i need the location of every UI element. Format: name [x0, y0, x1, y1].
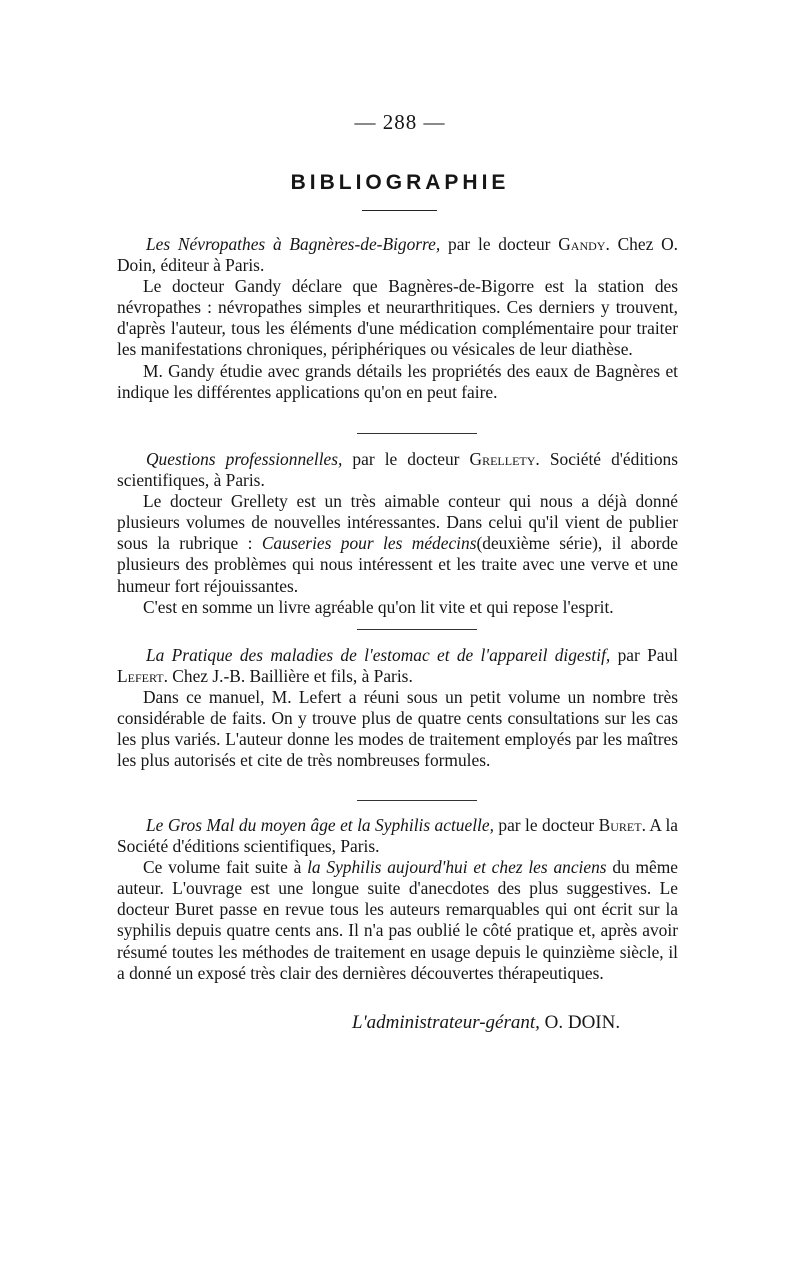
bibliography-entry-2	[117, 449, 678, 618]
entry-heading	[117, 234, 678, 276]
author-name: Buret	[598, 815, 642, 835]
book-title: La Pratique des maladies de l'estomac et de l'appareil digestif,	[146, 645, 611, 665]
section-divider	[357, 629, 477, 630]
author-name: Gandy	[558, 234, 606, 254]
paragraph-text: (deuxième série), il aborde plusieurs des problèmes qui nous intéressent et les traite avec une verve et une humeur fort réjouissantes.	[117, 533, 678, 596]
publisher: . Chez J.-B. Baillière et fils, à Paris.	[163, 666, 413, 687]
book-title: Le Gros Mal du moyen âge et la Syphilis actuelle,	[146, 815, 494, 835]
entry-heading	[117, 645, 678, 687]
entry-paragraph	[117, 857, 678, 984]
entry-paragraph: M. Gandy étudie avec grands détails les propriétés des eaux de Bagnères et indique les différentes applications qu'on en peut faire.	[117, 360, 678, 402]
entry-paragraph: Dans ce manuel, M. Lefert a réuni sous un petit volume un nombre très considérable de faits. On y trouve plus de quatre cents consultations sur les cas les plus variés. L'auteur donne les modes de traitement employés par les maîtres les plus autorisés et cite de très nombreuses formules.	[117, 687, 678, 771]
paragraph-text: Ce volume fait suite à	[143, 857, 308, 878]
publisher: . Société d'éditions scientifiques, à Paris.	[117, 449, 678, 491]
author-name: Grellety	[469, 449, 536, 469]
page-title: BIBLIOGRAPHIE	[290, 171, 510, 194]
author-prefix: par le docteur	[493, 815, 599, 835]
section-divider	[357, 433, 477, 434]
entry-heading	[117, 449, 678, 491]
bibliography-entry-3	[117, 645, 678, 772]
author-prefix: par le docteur	[440, 234, 559, 254]
entry-heading	[117, 815, 678, 857]
book-title: Les Névropathes à Bagnères-de-Bigorre,	[146, 234, 441, 254]
signature	[352, 1012, 682, 1034]
bibliography-entry-1	[117, 234, 678, 403]
bibliography-entry-4	[117, 815, 678, 984]
cited-title: la Syphilis aujourd'hui et chez les anciens	[307, 857, 607, 878]
entry-paragraph: Le docteur Gandy déclare que Bagnères-de-Bigorre est la station des névropathes : névropathes simples et neurarthritiques. Ces derniers y trouvent, d'après l'auteur, tous les éléments d'une médication complémentaire pour traiter les manifestations chroniques, périphériques ou vésicales de leur diathèse.	[117, 276, 678, 360]
book-title: Questions professionnelles,	[146, 449, 343, 469]
publisher: . Chez O. Doin, éditeur à Paris.	[117, 234, 678, 276]
entry-paragraph	[117, 491, 678, 596]
title-rule	[362, 210, 437, 211]
paragraph-text: Le docteur Grellety est un très aimable conteur qui nous a déjà donné plusieurs volumes de nouvelles intéressantes. Dans celui qu'il vient de publier sous la rubrique :	[117, 491, 678, 554]
author-name: Lefert	[117, 666, 164, 687]
author-prefix: par Paul	[610, 645, 678, 665]
publisher: . A la Société d'éditions scientifiques, Paris.	[117, 815, 679, 857]
section-divider	[357, 800, 477, 801]
page-number: — 288 —	[354, 110, 446, 134]
signature-name: O. DOIN.	[539, 1012, 621, 1033]
paragraph-text: du même auteur. L'ouvrage est une longue suite d'anecdotes des plus suggestives. Le docteur Buret passe en revue tous les auteurs remarquables qui ont écrit sur la syphilis depuis quatre cents ans. Il n'a pas oublié le côté pratique et, après avoir résumé toutes les méthodes de traitement en usage depuis le quinzième siècle, il a donné un exposé très clair des dernières découvertes thérapeutiques.	[117, 857, 678, 983]
rubric-title: Causeries pour les médecins	[261, 533, 477, 554]
entry-paragraph: C'est en somme un livre agréable qu'on lit vite et qui repose l'esprit.	[143, 596, 614, 617]
author-prefix: par le docteur	[342, 449, 470, 469]
signature-role: L'administrateur-gérant,	[352, 1012, 540, 1033]
